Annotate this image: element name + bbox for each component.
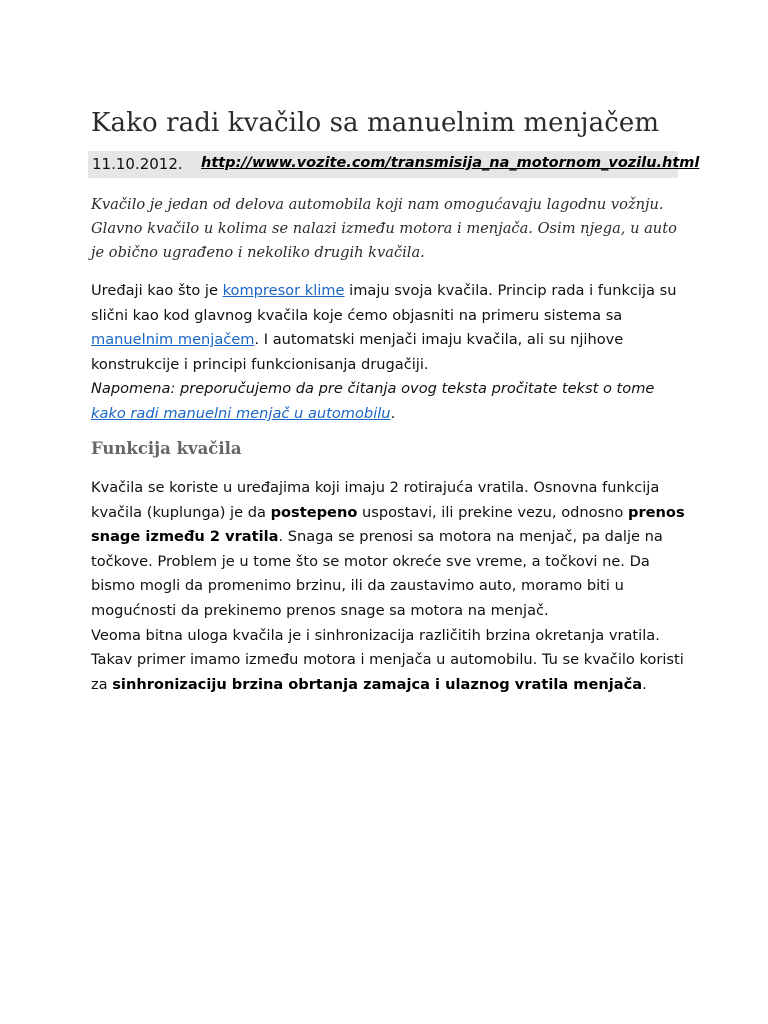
paragraph-text: Kvačila se koriste u uređajima koji imaju 2 rotirajuća vratila. Osnovna funkcija kvačila (kuplunga) je da — [91, 479, 660, 521]
paragraph-text: . — [390, 404, 396, 422]
link-manuelni-menjac[interactable]: kako radi manuelni menjač u automobilu — [91, 404, 391, 422]
article-title: Kako radi kvačilo sa manuelnim menjačem — [91, 108, 660, 138]
paragraph-text: . Snaga se prenosi sa motora na menjač, pa dalje na točkove. Problem je u tome što se motor okreće sve vreme, a točkovi ne. Da bismo mogli da promenimo brzinu, ili da zaustavimo auto, moramo biti u mogućnosti da prekinemo prenos snage sa motora na menjač. — [91, 528, 663, 619]
section-heading: Funkcija kvačila — [91, 439, 242, 458]
paragraph-text: . I automatski menjači imaju kvačila, ali su njihove konstrukcije i principi funkcionisanja drugačiji. — [91, 331, 624, 373]
paragraph-clutch-function — [91, 476, 691, 697]
paragraph-text: . — [642, 675, 647, 693]
paragraph-text: imaju svoja kvačila. Princip rada i funkcija su slični kao kod glavnog kvačila koje ćemo objasniti na primeru sistema sa — [91, 282, 677, 324]
paragraph-text: uspostavi, ili prekine vezu, odnosno — [357, 503, 628, 521]
article-meta-bar — [88, 151, 700, 178]
publish-date: 11.10.2012. — [92, 155, 183, 173]
link-kompresor-klime[interactable]: kompresor klime — [222, 282, 345, 299]
intro-paragraph: Kvačilo je jedan od delova automobila koji nam omogućavaju lagodnu vožnju. Glavno kvačilo u kolima se nalazi između motora i menjača. Osim njega, u auto je obično ugrađeno i nekoliko drugih kvačila. — [91, 196, 677, 261]
paragraph-accessory-clutches — [91, 279, 691, 427]
link-manuelnim-menjacem[interactable]: manuelnim menjačem — [91, 331, 255, 349]
emphasis-text: postepeno — [270, 503, 358, 521]
paragraph-text: Uređaji kao što je — [91, 282, 223, 299]
paragraph-text: Veoma bitna uloga kvačila je i sinhronizacija različitih brzina okretanja vratila. Takav primer imamo između motora i menjača u automobilu. Tu se kvačilo koristi za — [91, 626, 684, 693]
note-text: Napomena: preporučujemo da pre čitanja ovog teksta pročitate tekst o tome — [91, 380, 655, 398]
emphasis-text: prenos snage između 2 vratila — [91, 503, 685, 546]
source-url-link[interactable]: http://www.vozite.com/transmisija_na_motornom_vozilu.html — [201, 155, 700, 171]
emphasis-text: sinhronizaciju brzina obrtanja zamajca i ulaznog vratila menjača — [112, 675, 643, 693]
